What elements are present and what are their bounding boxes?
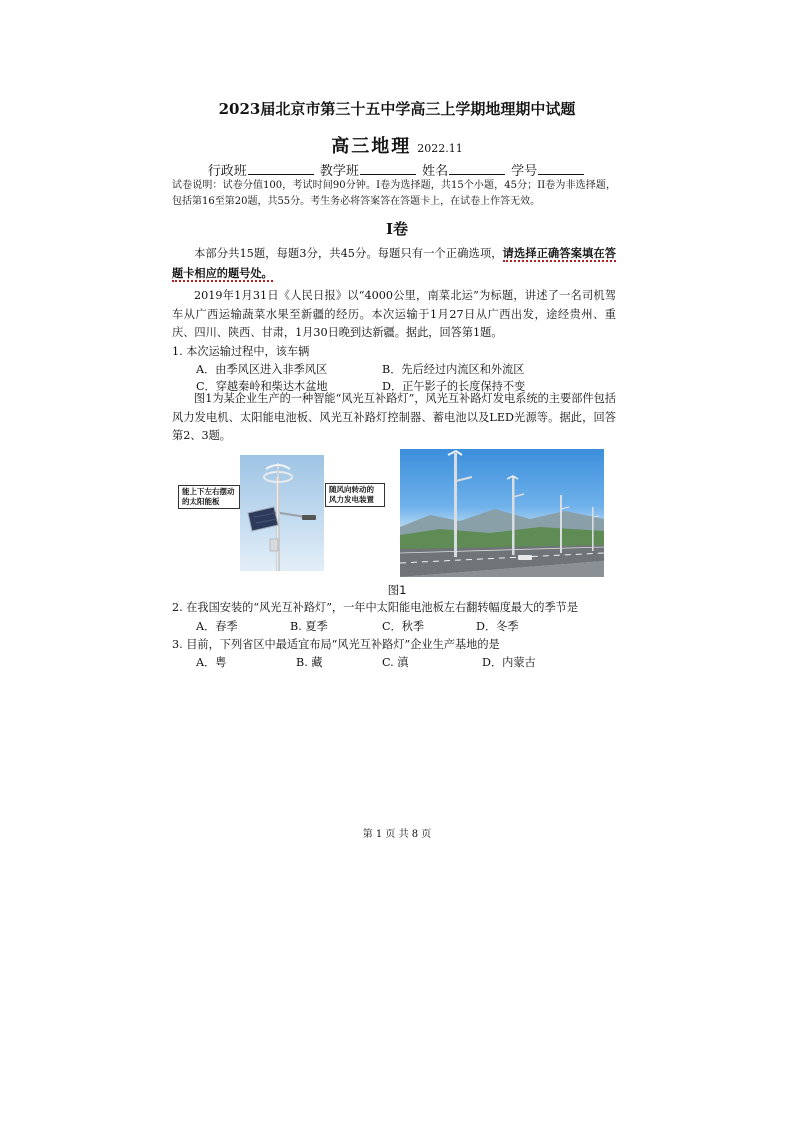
field-label: 教学班	[319, 164, 359, 179]
exam-instructions: 试卷说明：试卷分值100，考试时间90分钟。I卷为选择题，共15个小题，45分；II卷为非选择题，包括第16至第20题，共55分。考生务必将答案答在答题卡上，在试卷上作答无效。	[172, 180, 616, 207]
q2-option-c[interactable]: C．秋季	[382, 620, 425, 633]
section-title: I卷	[385, 220, 409, 238]
exam-title: 2023届北京市第三十五中学高三上学期地理期中试题	[218, 100, 576, 118]
q2-option-a[interactable]: A．春季	[196, 620, 238, 633]
section-intro: 本部分共15题，每题3分，共45分。每题只有一个正确选项，请选择正确答案填在答题卡相应的题号处。	[172, 246, 616, 280]
q3-option-b[interactable]: B. 藏	[296, 656, 323, 669]
q1-option-c[interactable]: C．穿越秦岭和柴达木盆地	[196, 380, 328, 393]
figure-caption: 图1	[387, 583, 407, 597]
roadside-lamps-photo	[400, 449, 604, 577]
exam-date: 2022.11	[417, 142, 463, 155]
wind-solar-lamp-photo	[240, 455, 324, 571]
student-id-blank[interactable]	[538, 161, 584, 175]
question-3-stem: 3. 目前，下列省区中最适宜布局“风光互补路灯”企业生产基地的是	[172, 638, 500, 651]
question-1-stem: 1. 本次运输过程中，该车辆	[172, 345, 310, 358]
passage-1: 2019年1月31日《人民日报》以“4000公里，南菜北运”为标题，讲述了一名司机驾车从广西运输蔬菜水果至新疆的经历。本次运输于1月27日从广西出发，途经贵州、重庆、四川、陕西、甘肃，1月30日晚到达新疆。据此，回答第1题。	[172, 289, 616, 339]
passage-2: 图1为某企业生产的一种智能“风光互补路灯”，风光互补路灯发电系统的主要部件包括风力发电机、太阳能电池板、风光互补路灯控制器、蓄电池以及LED光源等。据此，回答第2、3题。	[172, 392, 616, 442]
exam-subtitle	[0, 132, 794, 158]
roadside-lamps-illustration	[400, 449, 604, 577]
teaching-class-blank[interactable]	[360, 161, 416, 175]
field-label: 行政班	[207, 164, 247, 179]
q3-option-a[interactable]: A．粤	[196, 656, 227, 669]
callout-solar-panel: 能上下左右摆动的太阳能板	[178, 485, 240, 509]
question-2-stem: 2. 在我国安装的“风光互补路灯”，一年中太阳能电池板左右翻转幅度最大的季节是	[172, 601, 579, 614]
name-blank[interactable]	[449, 161, 505, 175]
field-label: 姓名	[422, 164, 449, 179]
page-footer: 第 1 页 共 8 页	[362, 829, 432, 840]
callout-wind-turbine: 随风向转动的风力发电装置	[325, 483, 385, 507]
q2-option-b[interactable]: B. 夏季	[290, 620, 328, 633]
q1-option-a[interactable]: A．由季风区进入非季风区	[196, 363, 328, 376]
student-info-fields	[0, 160, 794, 179]
q1-option-d[interactable]: D．正午影子的长度保持不变	[382, 380, 526, 393]
q3-option-c[interactable]: C. 滇	[382, 656, 409, 669]
q1-option-b[interactable]: B．先后经过内流区和外流区	[382, 363, 525, 376]
q3-option-d[interactable]: D．内蒙古	[482, 656, 536, 669]
emphasized-instruction: 请选择正确答案填在答题卡相应的题号处。	[172, 246, 616, 280]
subject-label: 高三地理	[331, 136, 412, 157]
wind-solar-lamp-illustration	[240, 455, 324, 571]
class-blank[interactable]	[248, 161, 314, 175]
field-label: 学号	[511, 164, 538, 179]
q2-option-d[interactable]: D．冬季	[476, 620, 519, 633]
